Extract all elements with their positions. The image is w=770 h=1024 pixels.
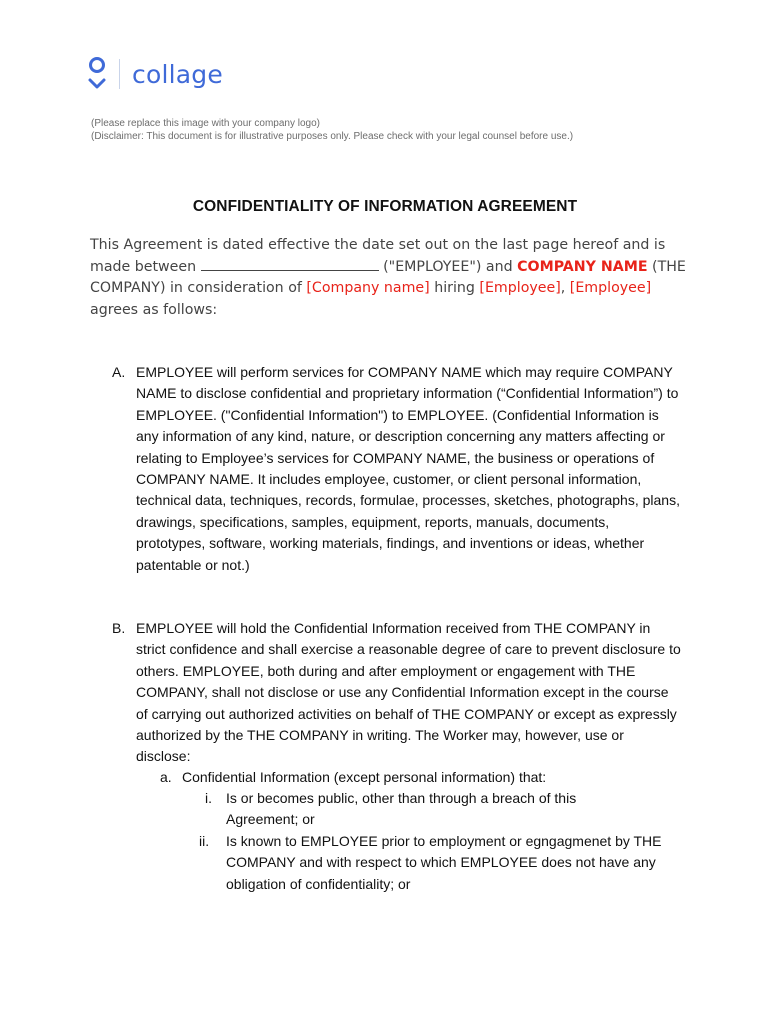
clause-text: EMPLOYEE will hold the Confidential Information received from THE COMPANY in strict confidence and shall exercise a reasonable degree of care to prevent disclosure to others. EMPLOYEE, both during and after employment or engagement with THE COMPANY, shall not disclose or use any Confidential Information except in the course of carrying out authorized activities on behalf of THE COMPANY or except as expressly authorized by the THE COMPANY in writing. The Worker may, however, use or disclose: <box>136 620 681 765</box>
subitem-text: Is or becomes public, other than through a breach of this Agreement; or <box>226 790 577 828</box>
subitem-text: Is known to EMPLOYEE prior to employment or egngagmenet by THE COMPANY and with respect to which EMPLOYEE does not have any obligation of confidentiality; or <box>226 833 662 892</box>
subitem-marker: i. <box>205 790 212 806</box>
disclaimer-note: (Disclaimer: This document is for illustrative purposes only. Please check with your legal counsel before use.) <box>91 131 574 142</box>
clause-marker: B. <box>112 620 126 636</box>
collage-logo-icon <box>87 56 109 92</box>
logo-wordmark: collage <box>132 59 223 89</box>
company-name-placeholder: COMPANY NAME <box>517 258 648 275</box>
intro-text-6: agrees as follows: <box>90 301 218 318</box>
subitem-marker: ii. <box>199 833 210 849</box>
company-name-bracket: [Company name] <box>306 280 430 296</box>
employee-bracket-1: [Employee] <box>479 280 561 296</box>
intro-text-2: ("EMPLOYEE") and <box>378 258 518 275</box>
subclause-text: Confidential Information (except personal information) that: <box>182 769 547 785</box>
intro-text-4: hiring <box>429 280 480 296</box>
intro-paragraph <box>90 235 690 321</box>
intro-text-1: This Agreement is dated effective the date set out on the last page hereof and is made between <box>90 237 666 275</box>
clause-b <box>112 618 682 768</box>
employee-name-blank[interactable] <box>201 258 379 271</box>
clause-a <box>112 362 682 576</box>
clause-text: EMPLOYEE will perform services for COMPANY NAME which may require COMPANY NAME to disclose confidential and proprietary information (“Confidential Information”) to EMPLOYEE. ("Confidential Information") to EMPLOYEE. (Confidential Information is any information of any kind, nature, or description concerning any matters affecting or relating to Employee’s services for COMPANY NAME, the business or operations of COMPANY NAME. It includes employee, customer, or client personal information, technical data, techniques, records, formulae, processes, sketches, photographs, plans, drawings, specifications, samples, equipment, reports, manuals, documents, prototypes, software, working materials, findings, and inventions or ideas, whether patentable or not.) <box>136 364 680 573</box>
subclause-marker: a. <box>160 769 172 785</box>
intro-text-5: , <box>560 280 570 296</box>
logo-divider <box>119 59 120 89</box>
employee-bracket-2: [Employee] <box>569 280 652 296</box>
company-logo <box>87 56 223 92</box>
subclause-a <box>160 767 640 788</box>
logo-replace-note: (Please replace this image with your company logo) <box>91 118 320 129</box>
document-title: CONFIDENTIALITY OF INFORMATION AGREEMENT <box>192 198 578 215</box>
subitem-i <box>205 788 635 831</box>
subitem-ii <box>199 831 664 895</box>
intro-text-3: (THE COMPANY) in consideration of <box>90 258 686 296</box>
clause-marker: A. <box>112 364 126 380</box>
